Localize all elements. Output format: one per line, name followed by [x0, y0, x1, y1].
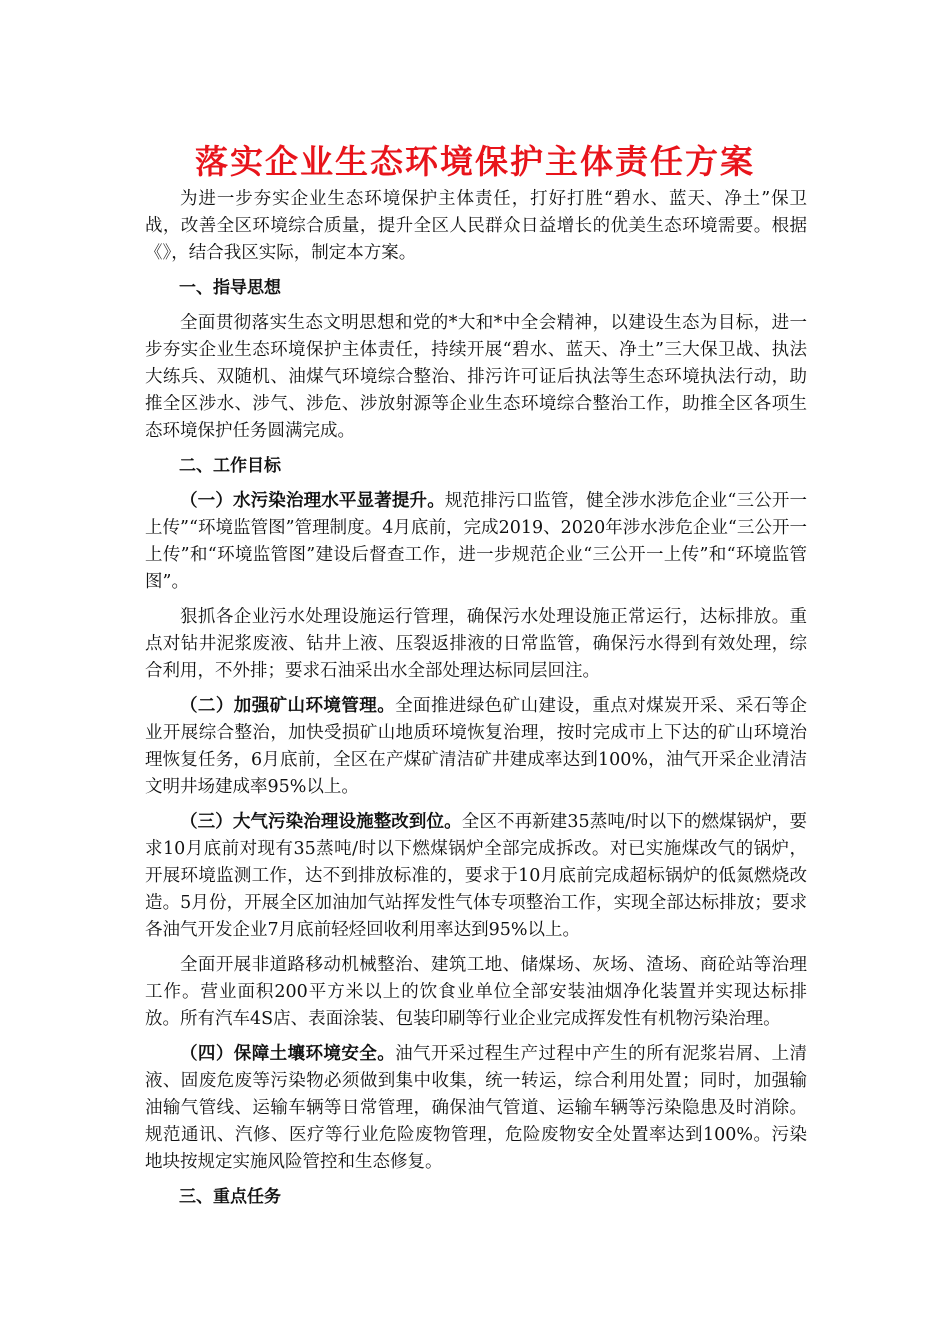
document-body	[145, 186, 807, 1219]
section-heading-guiding-ideology: 一、指导思想	[179, 278, 281, 298]
goal-mine-paragraph	[145, 693, 807, 801]
goal-soil-text: 油气开采过程生产过程中产生的所有泥浆岩屑、上清液、固废危废等污染物必须做到集中收集，统一转运，综合利用处置；同时，加强输油输气管线、运输车辆等日常管理，确保油气管道、运输车辆等污染隐患及时消除。规范通讯、汽修、医疗等行业危险废物管理，危险废物安全处置率达到100%。污染地块按规定实施风险管控和生态修复。	[145, 1044, 808, 1172]
document-title: 落实企业生态环境保护主体责任方案	[195, 142, 755, 181]
goal-air-text: 全区不再新建35蒸吨/时以下的燃煤锅炉，要求10月底前对现有35蒸吨/时以下燃煤锅炉全部完成拆改。对已实施煤改气的锅炉，开展环境监测工作，达不到排放标准的，要求于10月底前完成超标锅炉的低氮燃烧改造。5月份，开展全区加油加气站挥发性气体专项整治工作，实现全部达标排放；要求各油气开发企业7月底前轻烃回收利用率达到95%以上。	[145, 812, 807, 940]
goal-water-paragraph-2: 狠抓各企业污水处理设施运行管理，确保污水处理设施正常运行，达标排放。重点对钻井泥浆废液、钻井上液、压裂返排液的日常监管，确保污水得到有效处理，综合利用，不外排；要求石油采出水全部处理达标同层回注。	[145, 607, 807, 681]
section-heading-key-tasks: 三、重点任务	[179, 1187, 281, 1207]
goal-air-paragraph	[145, 809, 807, 944]
goal-soil-paragraph	[145, 1041, 807, 1176]
goal-mine-text: 全面推进绿色矿山建设，重点对煤炭开采、采石等企业开展综合整治，加快受损矿山地质环境恢复治理，按时完成市上下达的矿山环境治理恢复任务，6月底前，全区在产煤矿清洁矿井建成率达到100%，油气开采企业清洁文明井场建成率95%以上。	[145, 696, 808, 797]
guiding-ideology-paragraph: 全面贯彻落实生态文明思想和党的*大和*中全会精神，以建设生态为目标，进一步夯实企业生态环境保护主体责任，持续开展“碧水、蓝天、净土”三大保卫战、执法大练兵、双随机、油煤气环境综合整治、排污许可证后执法等生态环境执法行动，助推全区涉水、涉气、涉危、涉放射源等企业生态环境综合整治工作，助推全区各项生态环境保护任务圆满完成。	[145, 313, 807, 441]
goal-water-lead: （一）水污染治理水平显著提升。	[180, 491, 445, 511]
goal-mine-lead: （二）加强矿山环境管理。	[180, 696, 396, 716]
section-heading-work-goals: 二、工作目标	[179, 456, 281, 476]
goal-water-text: 规范排污口监管，健全涉水涉危企业“三公开一上传”“环境监管图”管理制度。4月底前，完成2019、2020年涉水涉危企业“三公开一上传”和“环境监管图”建设后督查工作，进一步规范企业“三公开一上传”和“环境监管图”。	[145, 491, 808, 592]
goal-soil-lead: （四）保障土壤环境安全。	[180, 1044, 396, 1064]
intro-paragraph: 为进一步夯实企业生态环境保护主体责任，打好打胜“碧水、蓝天、净土”保卫战，改善全区环境综合质量，提升全区人民群众日益增长的优美生态环境需要。根据《》，结合我区实际，制定本方案。	[145, 189, 807, 263]
goal-air-lead: （三）大气污染治理设施整改到位。	[180, 812, 462, 832]
goal-air-paragraph-2: 全面开展非道路移动机械整治、建筑工地、储煤场、灰场、渣场、商砼站等治理工作。营业面积200平方米以上的饮食业单位全部安装油烟净化装置并实现达标排放。所有汽车4S店、表面涂装、包装印刷等行业企业完成挥发性有机物污染治理。	[145, 955, 807, 1029]
goal-water-paragraph	[145, 488, 807, 596]
